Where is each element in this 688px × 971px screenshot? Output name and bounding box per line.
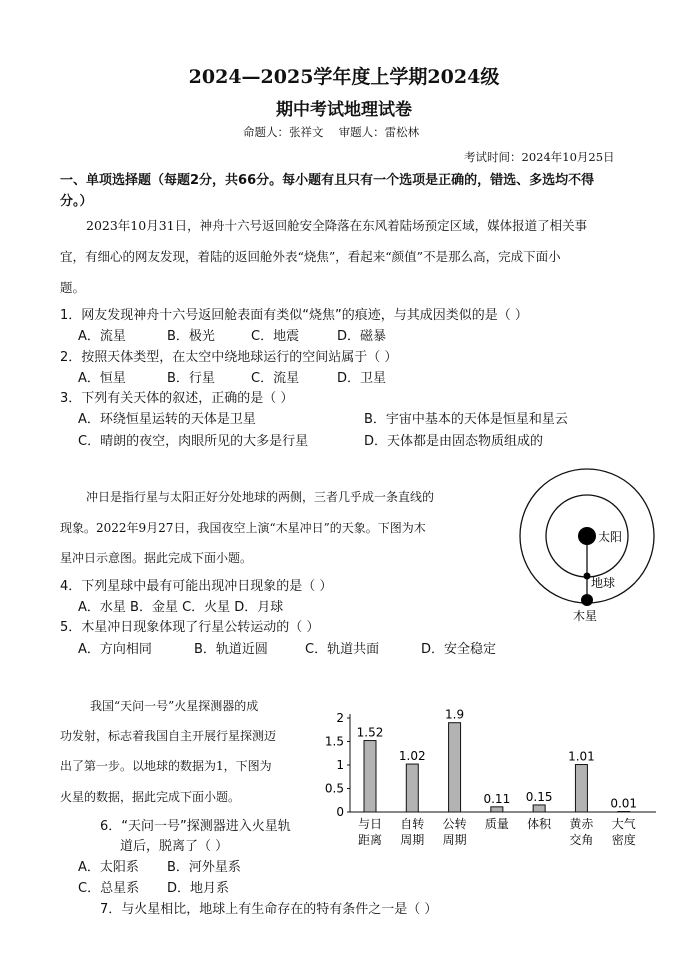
q6-option-c: C．总星系 xyxy=(78,881,140,896)
authors-line: 命题人：张祥文 审题人：雷松林 xyxy=(243,125,420,139)
bar-2 xyxy=(449,723,461,812)
category-label: 密度 xyxy=(611,833,636,847)
y-tick-label: 1.5 xyxy=(324,734,344,749)
q3-option-b: B．宇宙中基本的天体是恒星和星云 xyxy=(364,412,568,427)
q5-option-d: D．安全稳定 xyxy=(421,642,497,657)
y-tick-label: 0.5 xyxy=(324,781,344,796)
passage3-line4: 火星的数据，据此完成下面小题。 xyxy=(60,790,241,804)
q2-option-c: C．流星 xyxy=(251,371,300,386)
bar-4 xyxy=(533,805,545,812)
bar-0 xyxy=(364,741,376,812)
category-label: 质量 xyxy=(484,817,509,831)
q5-stem: 5．木星冲日现象体现了行星公转运动的（ ） xyxy=(60,620,320,635)
mars-data-chart xyxy=(324,700,660,860)
category-label: 距离 xyxy=(357,833,383,847)
q5-option-b: B．轨道近圆 xyxy=(194,642,268,657)
category-label: 大气 xyxy=(611,817,636,831)
q6-option-d: D．地月系 xyxy=(167,881,230,896)
exam-title: 2024—2025学年度上学期2024级 xyxy=(188,66,500,88)
q2-option-a: A．恒星 xyxy=(78,371,126,386)
jupiter-dot xyxy=(581,594,593,606)
value-label: 0.11 xyxy=(483,791,511,806)
q2-option-d: D．卫星 xyxy=(337,371,387,386)
q3-option-c: C．晴朗的夜空，肉眼所见的大多是行星 xyxy=(78,434,309,449)
y-tick-label: 2 xyxy=(336,711,344,725)
value-label: 0.01 xyxy=(610,796,638,811)
category-label: 交角 xyxy=(569,833,594,847)
passage2-line2: 现象。2022年9月27日，我国夜空上演“木星冲日”的天象。下图为木 xyxy=(60,521,426,535)
section-heading-line1: 一、单项选择题（每题2分，共66分。每小题有且只有一个选项是正确的，错选、多选均不得 xyxy=(60,173,595,188)
q5-option-a: A．方向相同 xyxy=(78,642,152,657)
category-label: 体积 xyxy=(527,817,552,831)
q2-stem: 2．按照天体类型，在太空中绕地球运行的空间站属于（ ） xyxy=(60,350,398,365)
category-label: 自转 xyxy=(400,817,425,831)
passage2-line3: 星冲日示意图。据此完成下面小题。 xyxy=(60,551,253,565)
bar-3 xyxy=(491,807,503,812)
value-label: 0.15 xyxy=(525,789,553,804)
earth-label: 地球 xyxy=(591,576,616,590)
q1-stem: 1．网友发现神舟十六号返回舱表面有类似“烧焦”的痕迹，与其成因类似的是（ ） xyxy=(60,308,528,323)
q4-options: A．水星 B．金星 C．火星 D．月球 xyxy=(78,600,284,615)
q2-option-b: B．行星 xyxy=(167,371,215,386)
q6-option-a: A．太阳系 xyxy=(78,860,139,875)
q7-stem: 7．与火星相比，地球上有生命存在的特有条件之一是（ ） xyxy=(100,902,438,917)
q6-stem-line2: 道后，脱离了（ ） xyxy=(120,839,229,854)
category-label: 周期 xyxy=(400,833,425,847)
q1-option-a: A．流星 xyxy=(78,329,126,344)
q1-option-b: B．极光 xyxy=(167,329,215,344)
category-label: 与日 xyxy=(357,817,383,831)
passage1-line2: 宜，有细心的网友发现，着陆的返回舱外表“烧焦”，看起来“颜值”不是那么高，完成下面小 xyxy=(60,249,561,264)
q6-stem-line1: 6．“天问一号”探测器进入火星轨 xyxy=(100,819,291,834)
q3-stem: 3．下列有关天体的叙述，正确的是（ ） xyxy=(60,391,294,406)
q1-option-c: C．地震 xyxy=(251,329,300,344)
section-heading-line2: 分。） xyxy=(60,194,93,209)
y-tick-label: 1 xyxy=(336,758,344,772)
passage3-line2: 功发射，标志着我国自主开展行星探测迈 xyxy=(60,729,277,743)
q4-stem: 4．下列星球中最有可能出现冲日现象的是（ ） xyxy=(60,579,333,594)
q5-option-c: C．轨道共面 xyxy=(305,642,380,657)
bar-5 xyxy=(575,765,587,812)
q3-option-d: D．天体都是由固态物质组成的 xyxy=(364,434,544,449)
exam-time: 考试时间：2024年10月25日 xyxy=(464,150,615,164)
category-label: 公转 xyxy=(442,817,467,831)
category-label: 黄赤 xyxy=(569,817,594,831)
category-label: 周期 xyxy=(442,833,467,847)
sun-dot xyxy=(578,527,596,545)
bar-1 xyxy=(406,764,418,812)
y-tick-label: 0 xyxy=(336,805,344,819)
earth-dot xyxy=(584,573,591,580)
q3-option-a: A．环绕恒星运转的天体是卫星 xyxy=(78,412,256,427)
value-label: 1.9 xyxy=(445,707,465,722)
passage1-line3: 题。 xyxy=(60,280,86,295)
passage1-line1: 2023年10月31日，神舟十六号返回舱安全降落在东风着陆场预定区域，媒体报道了相关事 xyxy=(86,218,588,233)
exam-subtitle: 期中考试地理试卷 xyxy=(276,100,412,120)
value-label: 1.01 xyxy=(568,749,595,764)
passage2-line1: 冲日是指行星与太阳正好分处地球的两侧，三者几乎成一条直线的 xyxy=(86,490,435,504)
value-label: 1.02 xyxy=(398,749,426,764)
value-label: 1.52 xyxy=(356,725,384,740)
opposition-diagram xyxy=(512,458,662,628)
q1-option-d: D．磁暴 xyxy=(337,329,387,344)
jupiter-label: 木星 xyxy=(573,609,598,623)
sun-label: 太阳 xyxy=(598,530,623,544)
passage3-line1: 我国“天问一号”火星探测器的成 xyxy=(90,699,259,713)
q6-option-b: B．河外星系 xyxy=(167,860,241,875)
passage3-line3: 出了第一步。以地球的数据为1，下图为 xyxy=(60,759,272,773)
